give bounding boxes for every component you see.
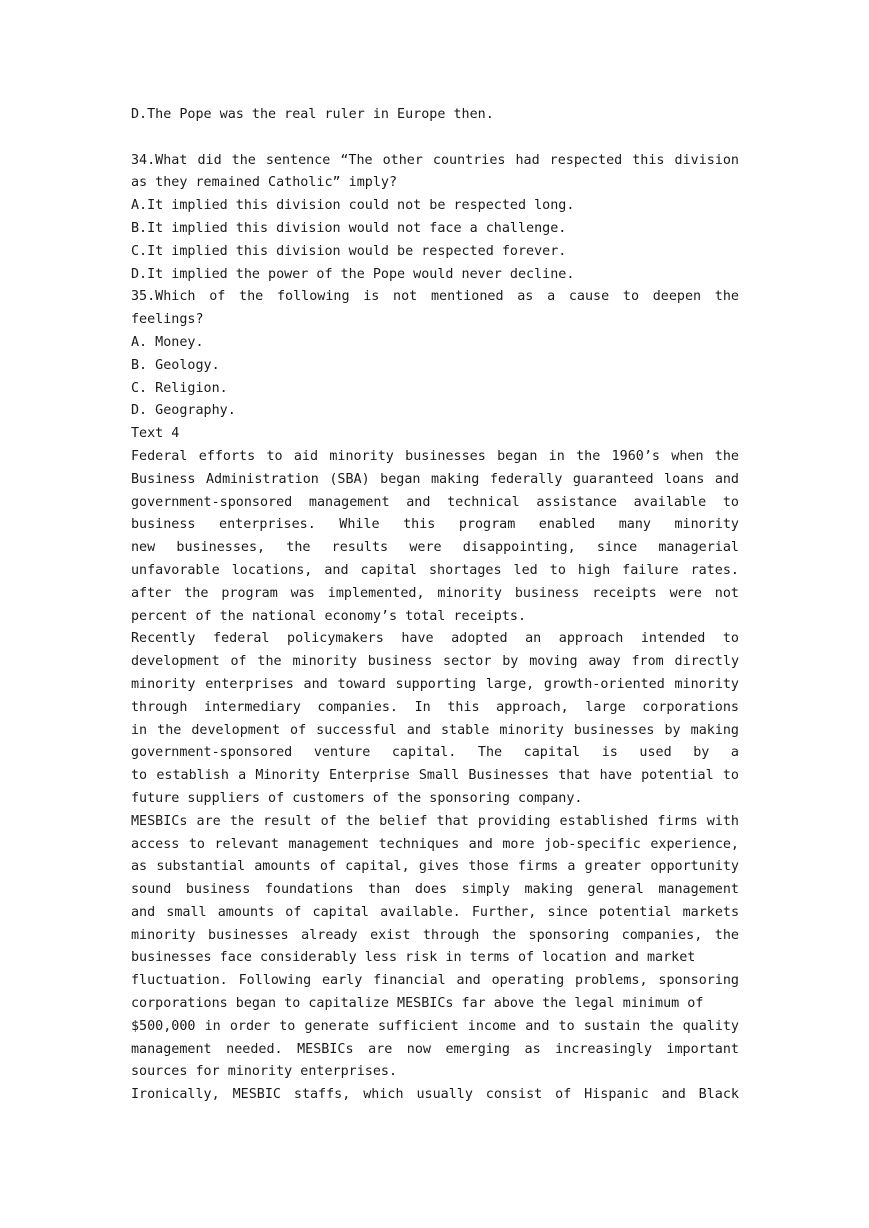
question-33-tail <box>131 104 739 127</box>
document-page <box>131 104 739 1107</box>
paragraph-line: Business Administration (SBA) began making federally guaranteed loans and <box>131 471 739 487</box>
q34-option-a: A.It implied this division could not be respected long. <box>131 198 575 214</box>
paragraph-2 <box>131 628 739 810</box>
paragraph-line: development of the minority business sector by moving away from directly <box>131 654 739 670</box>
paragraph-line: unfavorable locations, and capital shortages led to high failure rates. <box>131 562 739 578</box>
text-4-passage <box>131 423 739 1107</box>
paragraph-line: government-sponsored venture capital. The capital is used by a <box>131 745 739 761</box>
paragraph-line: after the program was implemented, minority business receipts were not <box>131 585 739 601</box>
text-4-heading: Text 4 <box>131 426 180 442</box>
paragraph-line: future suppliers of customers of the sponsoring company. <box>131 790 583 806</box>
paragraph-line: access to relevant management techniques and more job-specific experience, <box>131 836 739 852</box>
paragraph-line: corporations began to capitalize MESBICs far above the legal minimum of <box>131 996 704 1012</box>
paragraph-line: $500,000 in order to generate sufficient income and to sustain the quality <box>131 1018 739 1034</box>
q34-option-c: C.It implied this division would be respected forever. <box>131 243 567 259</box>
q35-option-d: D. Geography. <box>131 403 236 419</box>
q35-option-a: A. Money. <box>131 334 204 350</box>
paragraph-line: sources for minority enterprises. <box>131 1064 398 1080</box>
q35-option-c: C. Religion. <box>131 380 228 396</box>
paragraph-line: Ironically, MESBIC staffs, which usually consist of Hispanic and Black <box>131 1087 739 1103</box>
q34-option-b: B.It implied this division would not face a challenge. <box>131 220 567 236</box>
paragraph-line: businesses face considerably less risk in terms of location and market <box>131 950 696 966</box>
question-35 <box>131 286 739 423</box>
paragraph-3 <box>131 811 739 1085</box>
paragraph-line: new businesses, the results were disappointing, since managerial <box>131 540 739 556</box>
q34-question-line-1: 34.What did the sentence “The other countries had respected this division <box>131 152 739 168</box>
paragraph-line: percent of the national economy’s total receipts. <box>131 608 527 624</box>
paragraph-1 <box>131 446 739 628</box>
q34-option-d: D.It implied the power of the Pope would never decline. <box>131 266 575 282</box>
paragraph-line: through intermediary companies. In this approach, large corporations <box>131 699 739 715</box>
blank-line <box>131 127 739 150</box>
paragraph-4 <box>131 1084 739 1107</box>
paragraph-line: fluctuation. Following early financial and operating problems, sponsoring <box>131 973 739 989</box>
paragraph-line: Federal efforts to aid minority businesses began in the 1960’s when the <box>131 448 739 464</box>
q34-question-line-2: as they remained Catholic” imply? <box>131 175 398 191</box>
paragraph-line: MESBICs are the result of the belief that providing established firms with <box>131 813 739 829</box>
q33-option-d: D.The Pope was the real ruler in Europe then. <box>131 107 494 122</box>
q35-question-line-2: feelings? <box>131 312 204 328</box>
paragraph-line: business enterprises. While this program enabled many minority <box>131 517 739 533</box>
paragraph-line: and small amounts of capital available. Further, since potential markets <box>131 904 739 920</box>
paragraph-line: Recently federal policymakers have adopted an approach intended to <box>131 631 739 647</box>
paragraph-line: sound business foundations than does simply making general management <box>131 882 739 898</box>
q35-option-b: B. Geology. <box>131 357 220 373</box>
paragraph-line: to establish a Minority Enterprise Small Businesses that have potential to <box>131 768 739 784</box>
paragraph-line: minority enterprises and toward supporting large, growth-oriented minority <box>131 676 739 692</box>
paragraph-line: government-sponsored management and technical assistance available to <box>131 494 739 510</box>
question-34 <box>131 150 739 287</box>
q35-question-line-1: 35.Which of the following is not mentioned as a cause to deepen the <box>131 289 739 305</box>
paragraph-line: minority businesses already exist through the sponsoring companies, the <box>131 927 739 943</box>
paragraph-line: as substantial amounts of capital, gives those firms a greater opportunity <box>131 859 739 875</box>
paragraph-line: management needed. MESBICs are now emerging as increasingly important <box>131 1041 739 1057</box>
paragraph-line: in the development of successful and stable minority businesses by making <box>131 722 739 738</box>
